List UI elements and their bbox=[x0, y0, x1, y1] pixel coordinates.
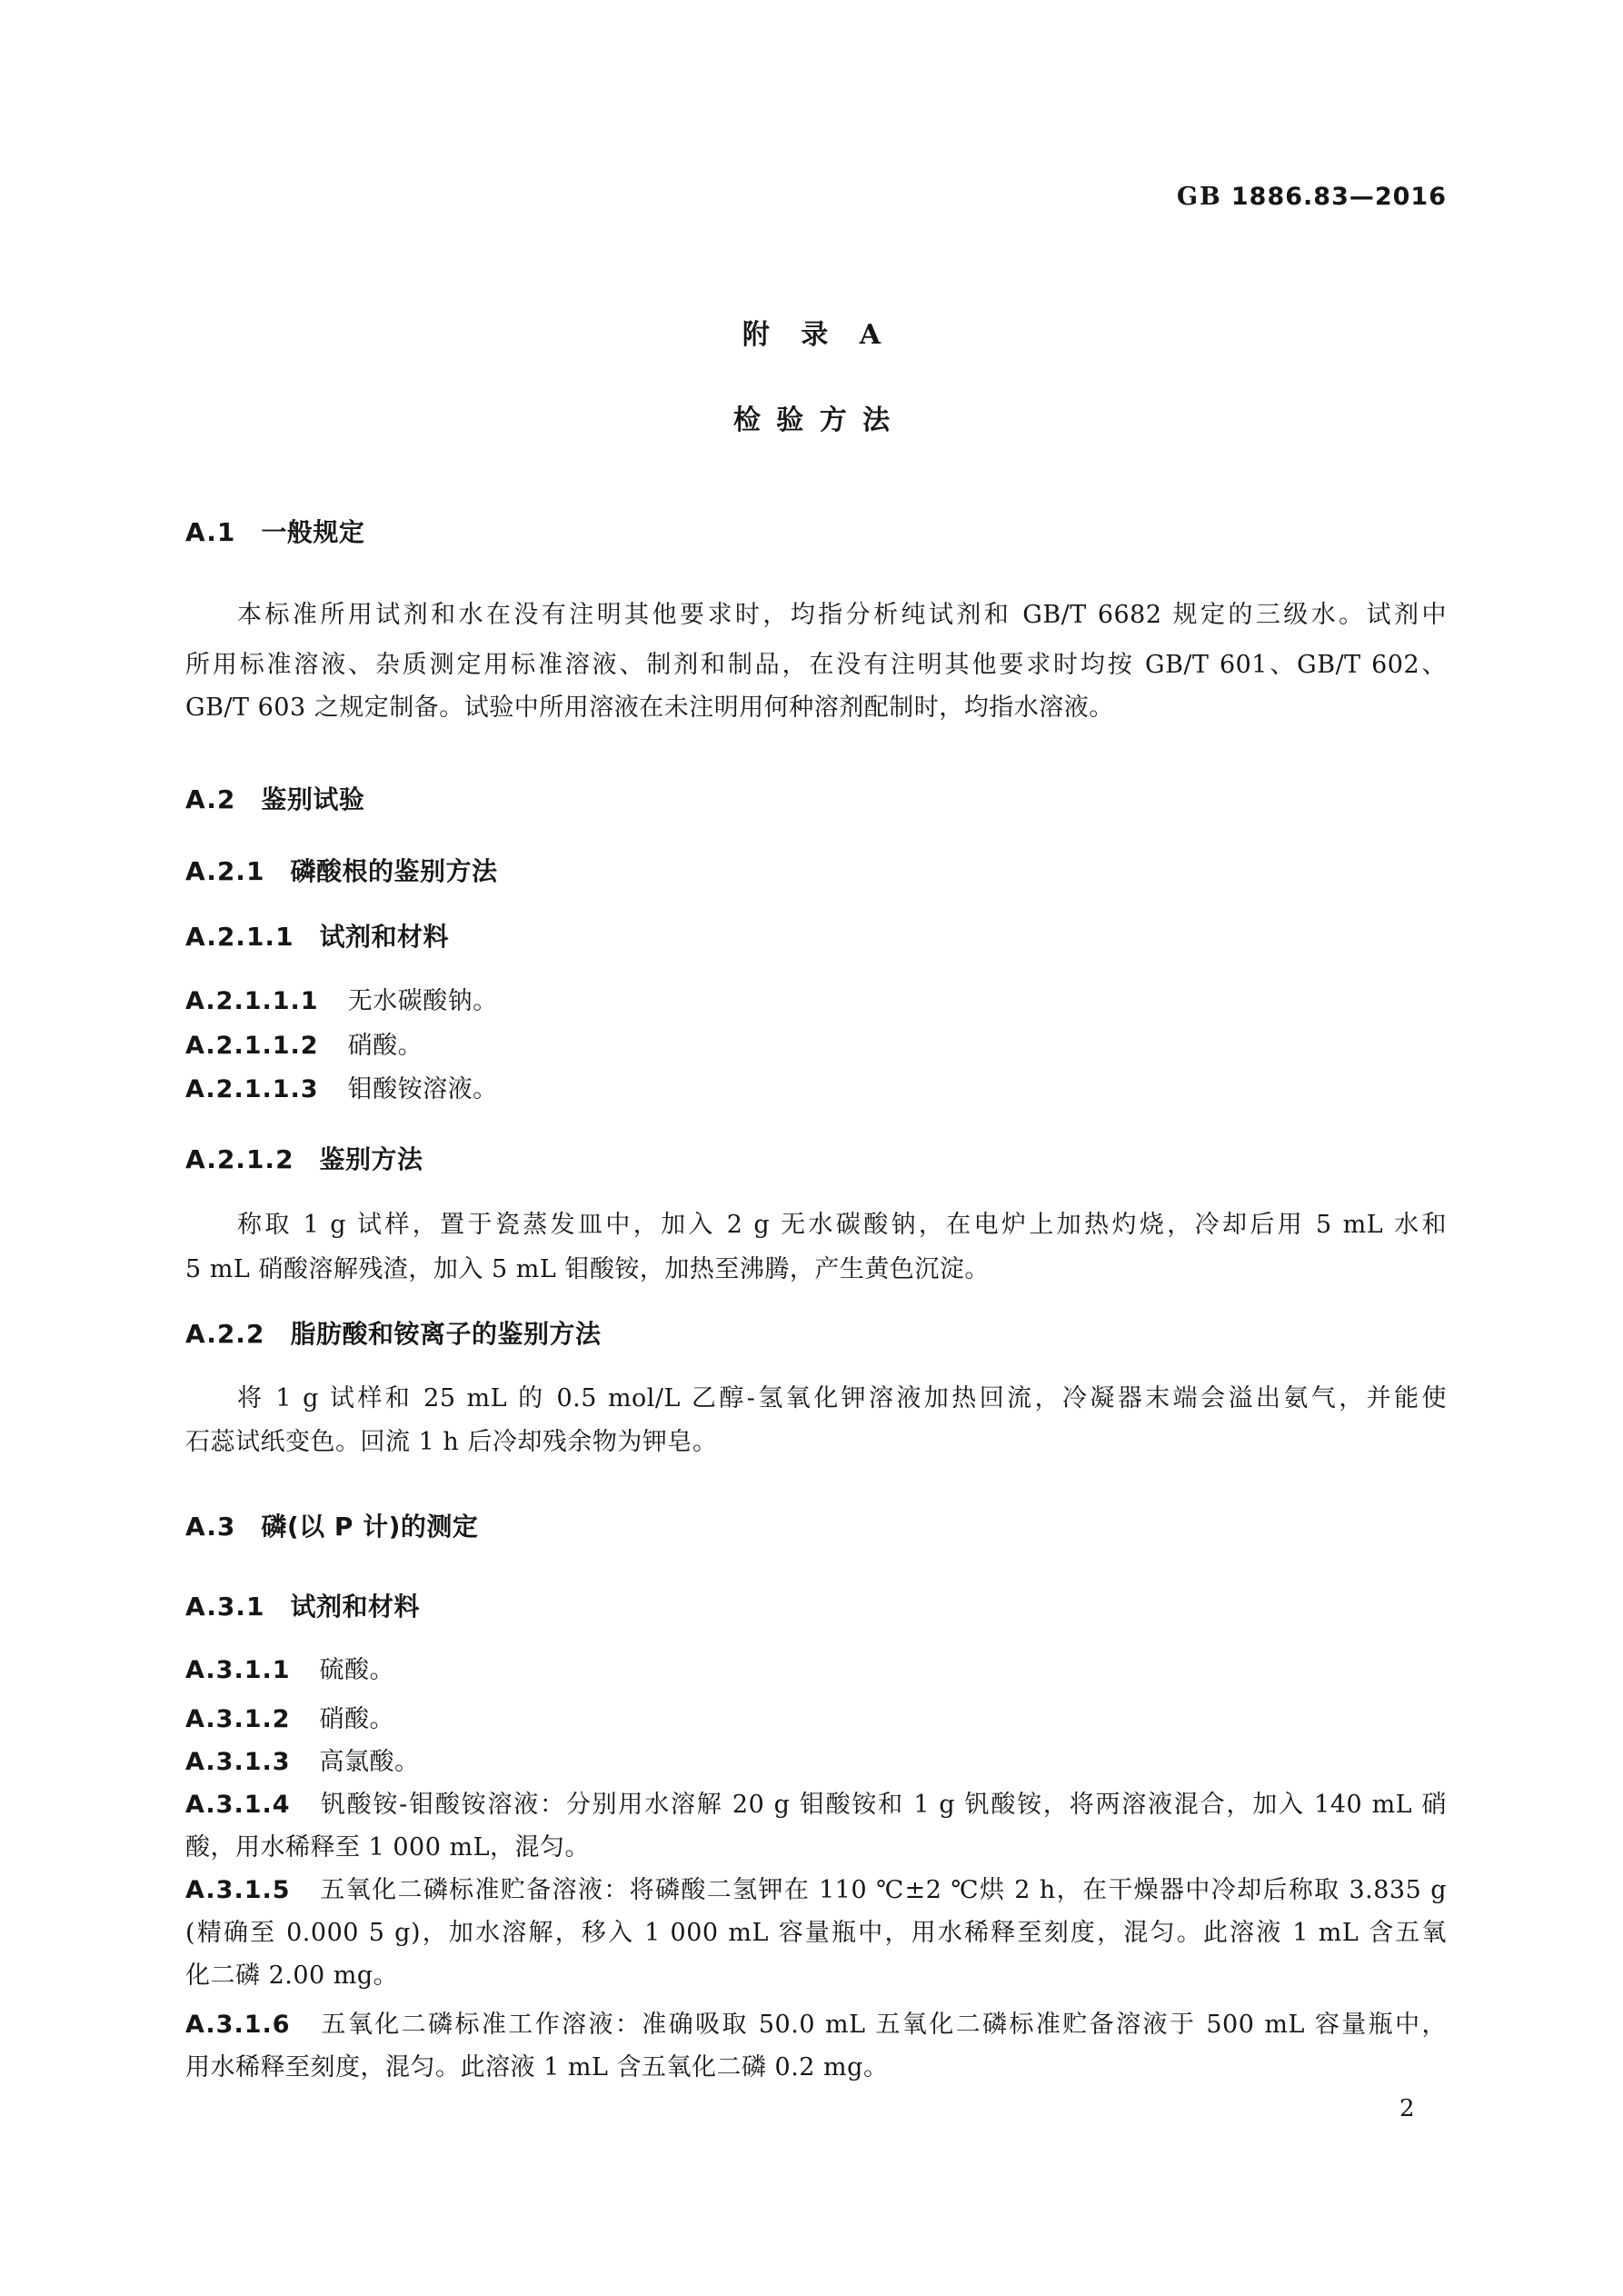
item-text: 五氧化二磷标准工作溶液：准确吸取 50.0 mL 五氧化二磷标准贮备溶液于 500 mL 容量瓶中， bbox=[319, 2011, 1447, 2039]
clause-item bbox=[185, 1874, 1447, 1907]
paragraph-line: 5 mL 硝酸溶解残渣，加入 5 mL 钼酸铵，加热至沸腾，产生黄色沉淀。 bbox=[185, 1255, 990, 1283]
clause-item bbox=[185, 1789, 1447, 1822]
page-number: 2 bbox=[1399, 2095, 1415, 2122]
clause-title: 一般规定 bbox=[261, 517, 365, 547]
standard-code-prefix: GB bbox=[1176, 183, 1222, 211]
clause-item-continuation: 酸，用水稀释至 1 000 mL，混匀。 bbox=[185, 1833, 590, 1862]
clause-item bbox=[185, 2009, 1447, 2041]
clause-number: A.3.1.2 bbox=[185, 1705, 291, 1733]
item-text: 无水碳酸钠。 bbox=[347, 987, 498, 1015]
clause-number: A.2.1.1.2 bbox=[185, 1032, 319, 1060]
paragraph-line: 本标准所用试剂和水在没有注明其他要求时，均指分析纯试剂和 GB/T 6682 规定的三级水。试剂中 bbox=[237, 601, 1447, 629]
clause-item-continuation: (精确至 0.000 5 g)，加水溶解，移入 1 000 mL 容量瓶中，用水稀释至刻度，混匀。此溶液 1 mL 含五氧 bbox=[185, 1919, 1447, 1947]
item-text: 五氧化二磷标准贮备溶液：将磷酸二氢钾在 110 ℃±2 ℃烘 2 h，在干燥器中冷却后称取 3.835 g bbox=[319, 1876, 1447, 1904]
standard-code-header bbox=[185, 183, 1447, 212]
paragraph-line: 称取 1 g 试样，置于瓷蒸发皿中，加入 2 g 无水碳酸钠，在电炉上加热灼烧，冷却后用 5 mL 水和 bbox=[237, 1211, 1447, 1239]
clause-number: A.2 bbox=[185, 784, 236, 814]
clause-title: 试剂和材料 bbox=[290, 1592, 420, 1622]
clause-number: A.2.1.1.3 bbox=[185, 1075, 319, 1103]
clause-item bbox=[185, 1654, 1447, 1687]
clause-item bbox=[185, 1073, 1447, 1106]
appendix-title: 附 录 A bbox=[742, 319, 881, 351]
paragraph-line: 所用标准溶液、杂质测定用标准溶液、制剂和制品，在没有注明其他要求时均按 GB/T 601、GB/T 602、 bbox=[185, 651, 1447, 679]
heading-a2-1 bbox=[185, 855, 1447, 888]
clause-number: A.3.1.3 bbox=[185, 1748, 291, 1776]
clause-number: A.2.1.1.1 bbox=[185, 987, 319, 1015]
clause-title: 磷酸根的鉴别方法 bbox=[290, 856, 498, 886]
clause-item-continuation: 用水稀释至刻度，混匀。此溶液 1 mL 含五氧化二磷 0.2 mg。 bbox=[185, 2053, 889, 2081]
heading-a3-1 bbox=[185, 1591, 1447, 1623]
clause-title: 脂肪酸和铵离子的鉴别方法 bbox=[290, 1319, 602, 1349]
heading-a2 bbox=[185, 784, 1447, 816]
clause-item bbox=[185, 985, 1447, 1018]
clause-item-continuation: 化二磷 2.00 mg。 bbox=[185, 1962, 399, 1990]
paragraph-line: 将 1 g 试样和 25 mL 的 0.5 mol/L 乙醇-氢氧化钾溶液加热回流，冷凝器末端会溢出氨气，并能使 bbox=[237, 1384, 1447, 1413]
clause-number: A.2.1.1 bbox=[185, 922, 294, 952]
clause-number: A.2.1 bbox=[185, 856, 265, 886]
item-text: 钼酸铵溶液。 bbox=[347, 1075, 498, 1103]
clause-number: A.1 bbox=[185, 517, 236, 547]
clause-number: A.3.1.6 bbox=[185, 2011, 291, 2039]
clause-item bbox=[185, 1030, 1447, 1063]
heading-a3 bbox=[185, 1511, 1447, 1543]
item-text: 硝酸。 bbox=[347, 1032, 423, 1060]
heading-a2-1-2 bbox=[185, 1143, 1447, 1176]
heading-a2-1-1 bbox=[185, 921, 1447, 953]
clause-number: A.3.1.1 bbox=[185, 1656, 291, 1684]
clause-number: A.3.1.5 bbox=[185, 1876, 291, 1904]
clause-number: A.3.1.4 bbox=[185, 1791, 291, 1819]
clause-item bbox=[185, 1746, 1447, 1779]
item-text: 硝酸。 bbox=[319, 1705, 395, 1733]
item-text: 高氯酸。 bbox=[319, 1748, 420, 1776]
paragraph-line: GB/T 603 之规定制备。试验中所用溶液在未注明用何种溶剂配制时，均指水溶液。 bbox=[185, 694, 1114, 722]
appendix-subtitle: 检 验 方 法 bbox=[732, 404, 891, 436]
paragraph-line: 石蕊试纸变色。回流 1 h 后冷却残余物为钾皂。 bbox=[185, 1428, 718, 1456]
clause-title: 磷(以 P 计)的测定 bbox=[261, 1512, 479, 1542]
clause-number: A.3.1 bbox=[185, 1592, 265, 1622]
clause-item bbox=[185, 1703, 1447, 1736]
heading-a1 bbox=[185, 516, 1447, 549]
item-text: 钒酸铵-钼酸铵溶液：分别用水溶解 20 g 钼酸铵和 1 g 钒酸铵，将两溶液混合，加入 140 mL 硝 bbox=[319, 1791, 1447, 1819]
clause-title: 鉴别试验 bbox=[261, 784, 365, 814]
clause-number: A.3 bbox=[185, 1512, 236, 1542]
heading-a2-2 bbox=[185, 1318, 1447, 1351]
item-text: 硫酸。 bbox=[319, 1656, 395, 1684]
clause-number: A.2.1.2 bbox=[185, 1144, 294, 1174]
clause-title: 试剂和材料 bbox=[319, 922, 450, 952]
clause-number: A.2.2 bbox=[185, 1319, 265, 1349]
clause-title: 鉴别方法 bbox=[319, 1144, 423, 1174]
standard-code-number: 1886.83—2016 bbox=[1230, 183, 1447, 211]
